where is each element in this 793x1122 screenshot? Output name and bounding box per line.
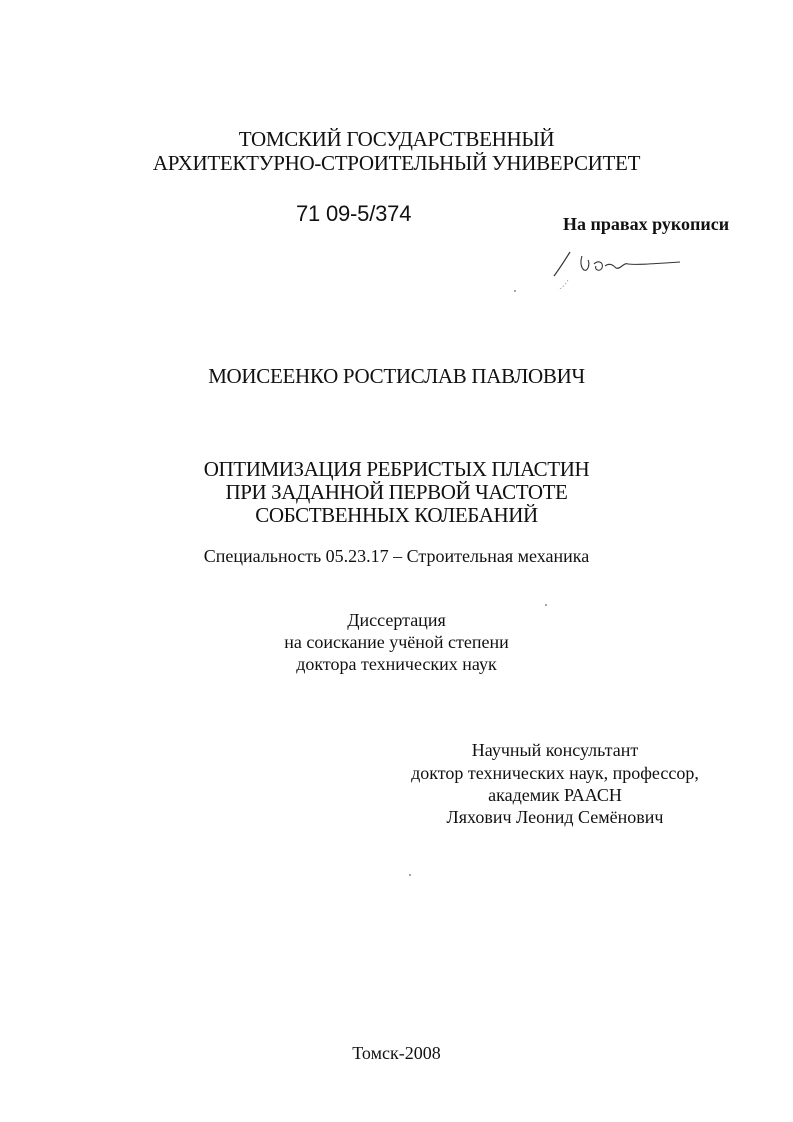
- thesis-title-line-3: СОБСТВЕННЫХ КОЛЕБАНИЙ: [255, 503, 538, 527]
- degree-line: на соискание учёной степени: [284, 632, 509, 652]
- specialty: Специальность 05.23.17 – Строительная механика: [203, 546, 590, 566]
- university-name-line-2: АРХИТЕКТУРНО-СТРОИТЕЛЬНЫЙ УНИВЕРСИТЕТ: [152, 151, 641, 175]
- advisor-title: академик РААСН: [488, 785, 622, 805]
- handwritten-signature: [510, 240, 690, 296]
- degree-type: доктора технических наук: [296, 654, 497, 674]
- advisor-label: Научный консультант: [471, 740, 639, 760]
- manuscript-rights-note: На правах рукописи: [563, 214, 730, 234]
- advisor-name: Ляхович Леонид Семёнович: [446, 807, 664, 827]
- scan-speck: [409, 874, 411, 876]
- scan-speck: [545, 604, 547, 606]
- catalog-code: 71 09-5/374: [296, 201, 412, 226]
- city-year: Томск-2008: [352, 1043, 441, 1063]
- thesis-title-line-1: ОПТИМИЗАЦИЯ РЕБРИСТЫХ ПЛАСТИН: [203, 457, 590, 481]
- advisor-degree: доктор технических наук, профессор,: [411, 763, 699, 783]
- thesis-title-line-2: ПРИ ЗАДАННОЙ ПЕРВОЙ ЧАСТОТЕ: [225, 480, 568, 504]
- author-name: МОИСЕЕНКО РОСТИСЛАВ ПАВЛОВИЧ: [208, 364, 585, 388]
- dissertation-label: Диссертация: [347, 610, 446, 630]
- university-name-line-1: ТОМСКИЙ ГОСУДАРСТВЕННЫЙ: [238, 127, 555, 151]
- scan-speck: [514, 290, 516, 292]
